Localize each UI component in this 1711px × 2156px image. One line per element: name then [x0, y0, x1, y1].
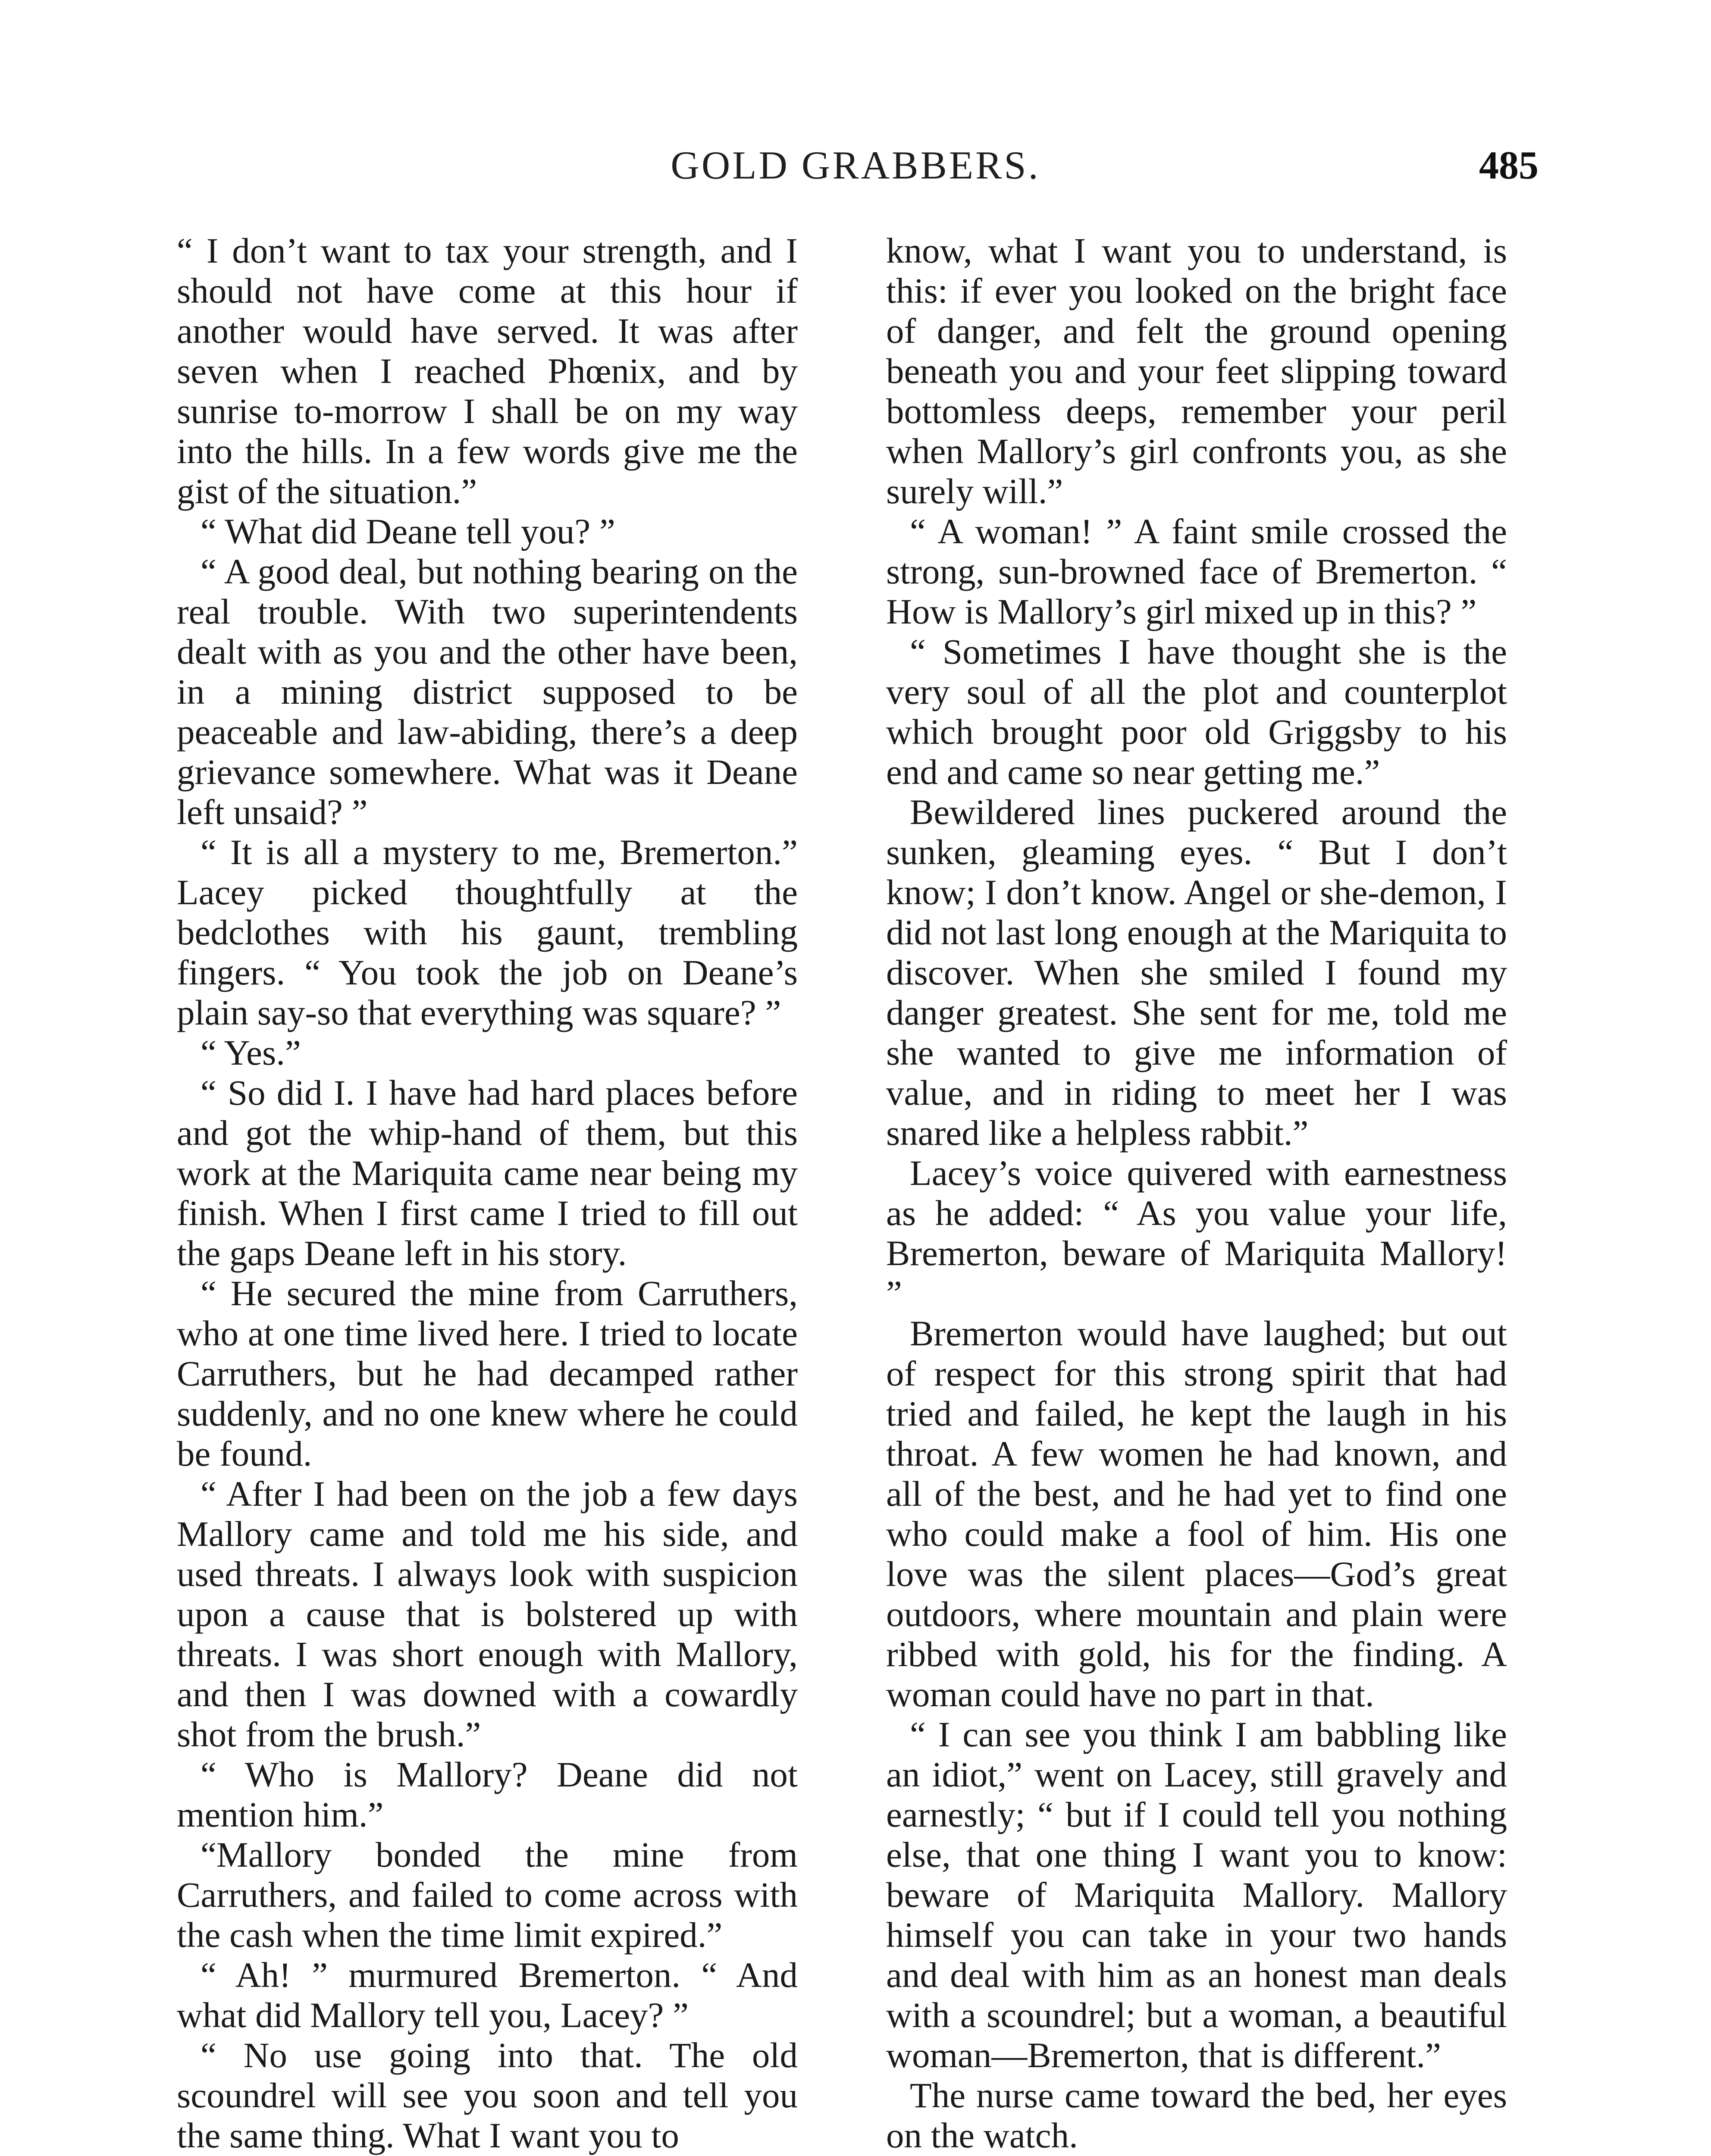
paragraph: “ Yes.” — [201, 1033, 301, 1072]
paragraph: “ No use going into that. The old scoundrel will see you soon and tell you the same thing. What I want you to — [177, 2035, 798, 2155]
paragraph: Bremerton would have laughed; but out of respect for this strong spirit that had tried and failed, he kept the laugh in his throat. A few women he had known, and all of the best, and he had yet to find one who could make a fool of him. His one love was the silent places—God’s great outdoors, where mountain and plain were ribbed with gold, his for the finding. A woman could have no part in that. — [886, 1313, 1507, 1714]
paragraph: “ I don’t want to tax your strength, and I should not have come at this hour if another would have served. It was after seven when I reached Phœnix, and by sunrise to-morrow I shall be on my way into the hills. In a few words give me the gist of the situation.” — [177, 231, 798, 511]
right-column — [886, 231, 1507, 2156]
paragraph: “ So did I. I have had hard places before and got the whip-hand of them, but this work at the Mariquita came near being my finish. When I first came I tried to fill out the gaps Deane left in his story. — [177, 1073, 798, 1273]
paragraph: “ I can see you think I am babbling like an idiot,” went on Lacey, still gravely and earnestly; “ but if I could tell you nothing else, that one thing I want you to know: beware of Mariquita Mallory. Mallory himself you can take in your two hands and deal with him as an honest man deals with a scoundrel; but a woman, a beautiful woman—Bremerton, that is different.” — [886, 1714, 1507, 2075]
page-number: 485 — [1479, 143, 1539, 187]
paragraph: Bewildered lines puckered around the sunken, gleaming eyes. “ But I don’t know; I don’t know. Angel or she-demon, I did not last long enough at the Mariquita to discover. When she smiled I found my danger greatest. She sent for me, told me she wanted to give me information of value, and in riding to meet her I was snared like a helpless rabbit.” — [886, 792, 1507, 1153]
paragraph: “ Sometimes I have thought she is the very soul of all the plot and counterplot which brought poor old Griggsby to his end and came so near getting me.” — [886, 632, 1507, 792]
paragraph: “ What did Deane tell you? ” — [201, 511, 615, 551]
paragraph: “ It is all a mystery to me, Bremerton.” Lacey picked thoughtfully at the bedclothes with his gaunt, trembling fingers. “ You took the job on Deane’s plain say-so that everything was square? ” — [177, 832, 798, 1032]
paragraph: “ Who is Mallory? Deane did not mention him.” — [177, 1755, 798, 1834]
running-title: GOLD GRABBERS. — [671, 143, 1040, 187]
paragraph: “Mallory bonded the mine from Carruthers, and failed to come across with the cash when the time limit expired.” — [177, 1835, 798, 1955]
paragraph: Lacey’s voice quivered with earnestness as he added: “ As you value your life, Bremerton, beware of Mariquita Mallory! ” — [886, 1153, 1507, 1313]
paragraph: know, what I want you to understand, is this: if ever you looked on the bright face of danger, and felt the ground opening beneath you and your feet slipping toward bottomless deeps, remember your peril when Mallory’s girl confronts you, as she surely will.” — [886, 231, 1507, 511]
paragraph: “ A woman! ” A faint smile crossed the strong, sun-browned face of Bremerton. “ How is Mallory’s girl mixed up in this? ” — [886, 511, 1507, 631]
paragraph: “ He secured the mine from Carruthers, who at one time lived here. I tried to locate Carruthers, but he had decamped rather suddenly, and no one knew where he could be found. — [177, 1273, 798, 1473]
paragraph: “ A good deal, but nothing bearing on the real trouble. With two superintendents dealt with as you and the other have been, in a mining district supposed to be peaceable and law-abiding, there’s a deep grievance somewhere. What was it Deane left unsaid? ” — [177, 552, 798, 832]
left-column — [177, 231, 798, 2156]
paragraph: The nurse came toward the bed, her eyes on the watch. — [886, 2075, 1507, 2155]
paragraph: “ Ah! ” murmured Bremerton. “ And what did Mallory tell you, Lacey? ” — [177, 1955, 798, 2035]
paragraph: “ After I had been on the job a few days Mallory came and told me his side, and used threats. I always look with suspicion upon a cause that is bolstered up with threats. I was short enough with Mallory, and then I was downed with a cowardly shot from the brush.” — [177, 1474, 798, 1754]
page-header — [0, 142, 1711, 198]
